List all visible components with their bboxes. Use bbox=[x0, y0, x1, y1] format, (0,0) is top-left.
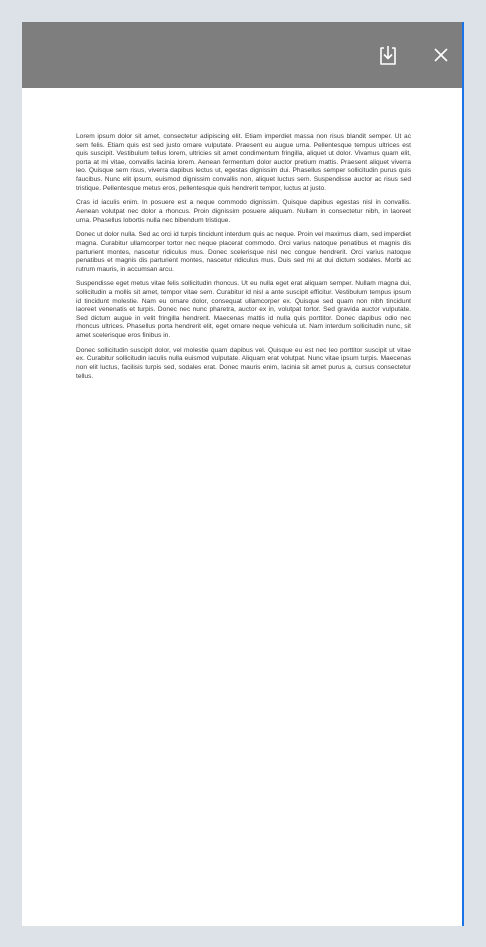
paragraph: Donec ut dolor nulla. Sed ac orci id turpis tincidunt interdum quis ac neque. Proin vel maximus diam, sed imperdiet magna. Curabitur ullamcorper tortor nec neque placerat commodo. Orci varius natoque penatibus et magnis dis parturient montes, nascetur ridiculus mus. Donec scelerisque nisl nec congue hendrerit. Orci varius natoque penatibus et magnis dis parturient montes, nascetur ridiculus mus. Duis sed mi at dui dictum sodales. Morbi ac rutrum mauris, in accumsan arcu. bbox=[76, 231, 411, 273]
close-x-icon bbox=[433, 47, 449, 63]
download-tray-icon bbox=[378, 44, 398, 66]
paragraph: Donec sollicitudin suscipit dolor, vel molestie quam dapibus vel. Quisque eu est nec leo porttitor suscipit ut vitae ex. Curabitur sollicitudin iaculis nulla euismod vulputate. Aliquam erat volutpat. Nunc vitae ipsum turpis. Maecenas non elit luctus, facilisis turpis sed, sodales erat. Donec mauris enim, lacinia sit amet purus a, cursus consectetur tellus. bbox=[76, 346, 411, 380]
paragraph: Suspendisse eget metus vitae felis sollicitudin rhoncus. Ut eu nulla eget erat aliquam semper. Nullam magna dui, sollicitudin a mollis sit amet, tempor vitae sem. Curabitur id nisl a ante suscipit efficitur. Vestibulum tempus ipsum id tincidunt molestie. Nam eu ornare dolor, consequat ullamcorper ex. Quisque sed quam non nibh tincidunt laoreet venenatis et turpis. Donec nec nunc pharetra, auctor ex in, volutpat tortor. Sed gravida auctor vulputate. Sed dictum augue in velit fringilla hendrerit. Maecenas mattis id nulla quis porttitor. Donec dapibus odio nec rhoncus ultrices. Phasellus porta hendrerit elit, eget ornare neque vehicula ut. Nam interdum sollicitudin nunc, sit amet scelerisque eros finibus in. bbox=[76, 280, 411, 340]
viewer-toolbar bbox=[22, 22, 464, 88]
download-button[interactable] bbox=[374, 41, 402, 69]
paragraph: Lorem ipsum dolor sit amet, consectetur adipiscing elit. Etiam imperdiet massa non risus blandit semper. Ut ac sem felis. Etiam quis est sed justo ornare vulputate. Praesent eu augue urna. Pellentesque tempus ultrices est quis suscipit. Vestibulum tellus lorem, ultricies sit amet condimentum fringilla, aliquet ut dolor. Vivamus quam elit, porta at mi vitae, convallis lacinia lorem. Aenean fermentum dolor auctor pretium mattis. Praesent aliquet viverra leo. Quisque sem risus, viverra dapibus lectus ut, egestas dignissim dui. Phasellus semper sollicitudin purus quis faucibus. Nunc elit ipsum, euismod dignissim convallis non, aliquet luctus sem. Suspendisse auctor ac risus sed tristique. Pellentesque metus eros, pellentesque quis hendrerit tempor, luctus at justo. bbox=[76, 133, 411, 192]
close-button[interactable] bbox=[427, 41, 455, 69]
paragraph: Cras id iaculis enim. In posuere est a neque commodo dignissim. Quisque dapibus egestas nisl in convallis. Aenean volutpat nec dolor a rhoncus. Proin dignissim posuere aliquam. Nullam in consectetur nibh, in laoreet urna. Phasellus lobortis nulla nec bibendum tristique. bbox=[76, 199, 411, 224]
scroll-accent-bar[interactable] bbox=[462, 22, 464, 926]
document-viewer bbox=[22, 22, 464, 926]
document-page bbox=[76, 133, 411, 387]
